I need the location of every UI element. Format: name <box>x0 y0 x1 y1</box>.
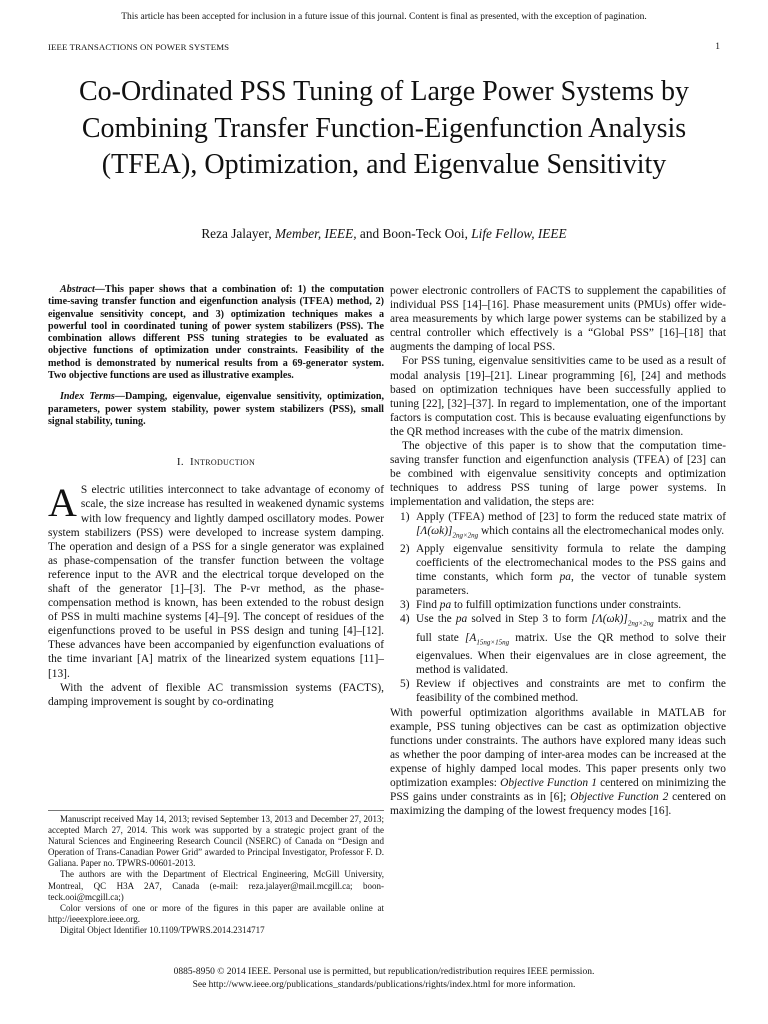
footnote-color: Color versions of one or more of the figures in this paper are available online at http://ieeexplore.ieee.org. <box>48 902 384 924</box>
author-conjunction: and <box>359 226 380 241</box>
step-text: to fulfill optimization functions under constraints. <box>454 599 682 612</box>
paragraph-text: With powerful optimization algorithms available in MATLAB for example, PSS tuning objectives can be cast as optimization objective functions under constraints. The authors have explored many ideas such as whether the poor damping of inter-area modes can be increased at the expense of highly damped local modes. This paper presents only two optimization examples: <box>390 706 726 790</box>
step-text: Apply eigenvalue sensitivity formula to relate the damping coefficients of the electromechanical modes to the PSS gains and time constants, which form <box>416 542 726 584</box>
footnotes <box>48 810 384 936</box>
pa-symbol: pa <box>439 599 452 612</box>
step-1 <box>390 510 726 542</box>
abstract-text: This paper shows that a combination of: 1) the computation time-saving transfer function and eigenfunction analysis (TFEA) method, 2) eigenvalue sensitivity concept, and 3) optimization techniques makes a powerful tool in coordinated tuning of power system stabilizers (PSS). The combination allows different PSS tuning strategies to be evaluated as objective functions of optimization under constraints. Feasibility of the method is demonstrated by numerical results from a 69-generator system. Two objective functions are used as illustrative examples. <box>48 284 384 382</box>
footer-line-1: 0885-8950 © 2014 IEEE. Personal use is permitted, but republication/redistribution requires IEEE permission. <box>173 967 595 977</box>
step-number: 3) <box>400 599 410 612</box>
footnote-manuscript: Manuscript received May 14, 2013; revised September 13, 2013 and December 27, 2013; accepted March 27, 2014. This work was supported by a strategic project grant of the Natural Sciences and Engineering Research Council (NSERC) of Canada on “Design and Operation of Trans-Canadian Power Grid” awarded to Principal Investigator, Professor F. D. Galiana. Paper no. TPWRS-00601-2013. <box>48 814 384 869</box>
section-title: Introduction <box>190 456 256 469</box>
step-text: which contains all the electromechanical modes only. <box>481 524 725 537</box>
author-line <box>40 226 728 242</box>
pa-symbol: pa <box>455 613 468 626</box>
math-symbol: [A <box>464 631 477 644</box>
abstract <box>48 284 384 382</box>
step-number: 2) <box>400 542 410 555</box>
right-paragraph-1: power electronic controllers of FACTS to supplement the capabilities of individual PSS [14]–[16]. Phase measurement units (PMUs) offer wide-area measurements by which large power systems can be stabilized by a central controller which effectively is a “Global PSS” [16]–[18] that augments the damping of local PSS. <box>390 285 726 354</box>
math-symbol: [Λ(ωk)] <box>591 613 628 626</box>
right-paragraph-2: For PSS tuning, eigenvalue sensitivities came to be used as a result of modal analysis [19]–[21]. Linear programming [6], [24] and methods based on optimization techniques have been successfully applied to tuning [22], [32]–[37]. In regard to implementation, one of the important factors is computation cost. This is because evaluating eigenfunctions by the QR method increases with the cube of the matrix dimension. <box>390 355 726 438</box>
drop-cap: A <box>48 480 77 526</box>
right-paragraph-3: The objective of this paper is to show that the computation time-saving transfer function and eigenfunction analysis (TFEA) of [23] can be combined with eigenvalue sensitivity concepts and optimization techniques to address PSS tuning of large power systems. In implementation and validation, the steps are: <box>390 440 726 509</box>
copyright-footer <box>0 966 768 992</box>
index-terms <box>48 391 384 428</box>
step-text: Use the <box>416 613 452 626</box>
intro-paragraph-1 <box>48 480 384 680</box>
objective-function-2: Objective Function 2 <box>570 791 669 804</box>
steps-list <box>390 510 726 706</box>
step-text: Review if objectives and constraints are met to confirm the feasibility of the combined method. <box>416 678 726 705</box>
footnote-authors: The authors are with the Department of Electrical Engineering, McGill University, Montreal, QC H3A 2A7, Canada (e-mail: reza.jalayer@mail.mcgill.ca; boon-teck.ooi@mcgill.ca;) <box>48 869 384 902</box>
footnote-doi: Digital Object Identifier 10.1109/TPWRS.2014.2314717 <box>60 924 265 935</box>
paragraph-text: centered on minimizing the PSS gains under constraints as in [6]; <box>390 777 726 804</box>
step-text: , the vector of tunable system parameters. <box>416 571 726 598</box>
running-head: IEEE TRANSACTIONS ON POWER SYSTEMS <box>48 42 230 52</box>
math-subscript: 2ng×2ng <box>452 530 479 539</box>
a-matrix-math <box>464 631 510 647</box>
lambda-matrix-math <box>416 525 478 537</box>
author-1-name: Reza Jalayer, <box>201 226 272 241</box>
footer-line-2: See http://www.ieee.org/publications_standards/publications/rights/index.html for more information. <box>192 980 576 990</box>
step-text: Find <box>416 599 437 612</box>
objective-function-1: Objective Function 1 <box>500 777 597 790</box>
step-number: 5) <box>400 678 410 691</box>
math-subscript: 15ng×15ng <box>476 638 510 647</box>
right-paragraph-4 <box>390 706 726 819</box>
paper-title: Co-Ordinated PSS Tuning of Large Power Systems by Combining Transfer Function-Eigenfunction Analysis (TFEA), Optimization, and Eigenvalue Sensitivity <box>78 76 690 180</box>
intro-paragraph-2: With the advent of flexible AC transmission systems (FACTS), damping improvement is sought by co-ordinating <box>48 681 384 708</box>
pa-symbol: pa <box>559 571 571 584</box>
author-1-affiliation: Member, IEEE, <box>274 226 357 241</box>
index-terms-lead: Index Terms— <box>60 391 125 403</box>
step-text: matrix. Use the QR method to solve their eigenvalues. When their eigenvalues are in close agreement, the method is validated. <box>416 631 726 677</box>
step-text: Apply (TFEA) method of [23] to form the reduced state matrix of <box>416 510 726 523</box>
page-number: 1 <box>715 42 720 52</box>
author-2-name: Boon-Teck Ooi, <box>382 226 468 241</box>
right-column <box>390 284 726 818</box>
intro-paragraph-1-text: S electric utilities interconnect to take advantage of economy of scale, the size increase has resulted in weakened dynamic systems with low frequency and lightly damped oscillatory modes. Power system stabilizers (PSS) were developed to increase system damping. The operation and design of a PSS for a single generator was explained as phase-compensation of the transfer function between the voltage reference input to the AVR and the electrical torque developed on the shaft of the generator [1]–[3]. The P-vr method, as the phase-compensation method is known, has been extended to the robust design of PSS in multi machine systems [4]–[9]. The concept of residues of the eigenfunctions proved to be useful in PSS design and tuning [4]–[12]. These advances have been accompanied by eigenfunction evaluations of the time invariant [A] matrix of the linearized system equations [11]–[13]. <box>48 484 384 680</box>
section-number: I. <box>176 456 184 469</box>
abstract-lead: Abstract— <box>60 284 105 295</box>
paragraph-text: centered on maximizing the damping of the lowest frequency modes [16]. <box>390 791 726 818</box>
step-4 <box>390 612 726 677</box>
left-column <box>48 284 384 709</box>
step-2 <box>390 542 726 598</box>
step-text: matrix and the full state <box>416 613 726 644</box>
step-number: 4) <box>400 613 410 626</box>
author-2-affiliation: Life Fellow, IEEE <box>471 226 567 241</box>
lambda-matrix-math <box>591 613 654 628</box>
step-number: 1) <box>400 510 410 523</box>
step-5 <box>390 677 726 705</box>
section-heading-introduction <box>48 455 384 469</box>
step-3 <box>390 598 726 612</box>
index-terms-text: Damping, eigenvalue, eigenvalue sensitivity, optimization, parameters, power system stability, power system stabilizers (PSS), small signal stability, tuning. <box>48 391 384 427</box>
math-subscript: 2ng×2ng <box>627 619 654 628</box>
math-symbol: [Λ(ωk)] <box>416 524 453 537</box>
step-text: solved in Step 3 to form <box>471 613 588 626</box>
acceptance-notice: This article has been accepted for inclusion in a future issue of this journal. Content is final as presented, with the exception of pagination. <box>121 12 647 22</box>
